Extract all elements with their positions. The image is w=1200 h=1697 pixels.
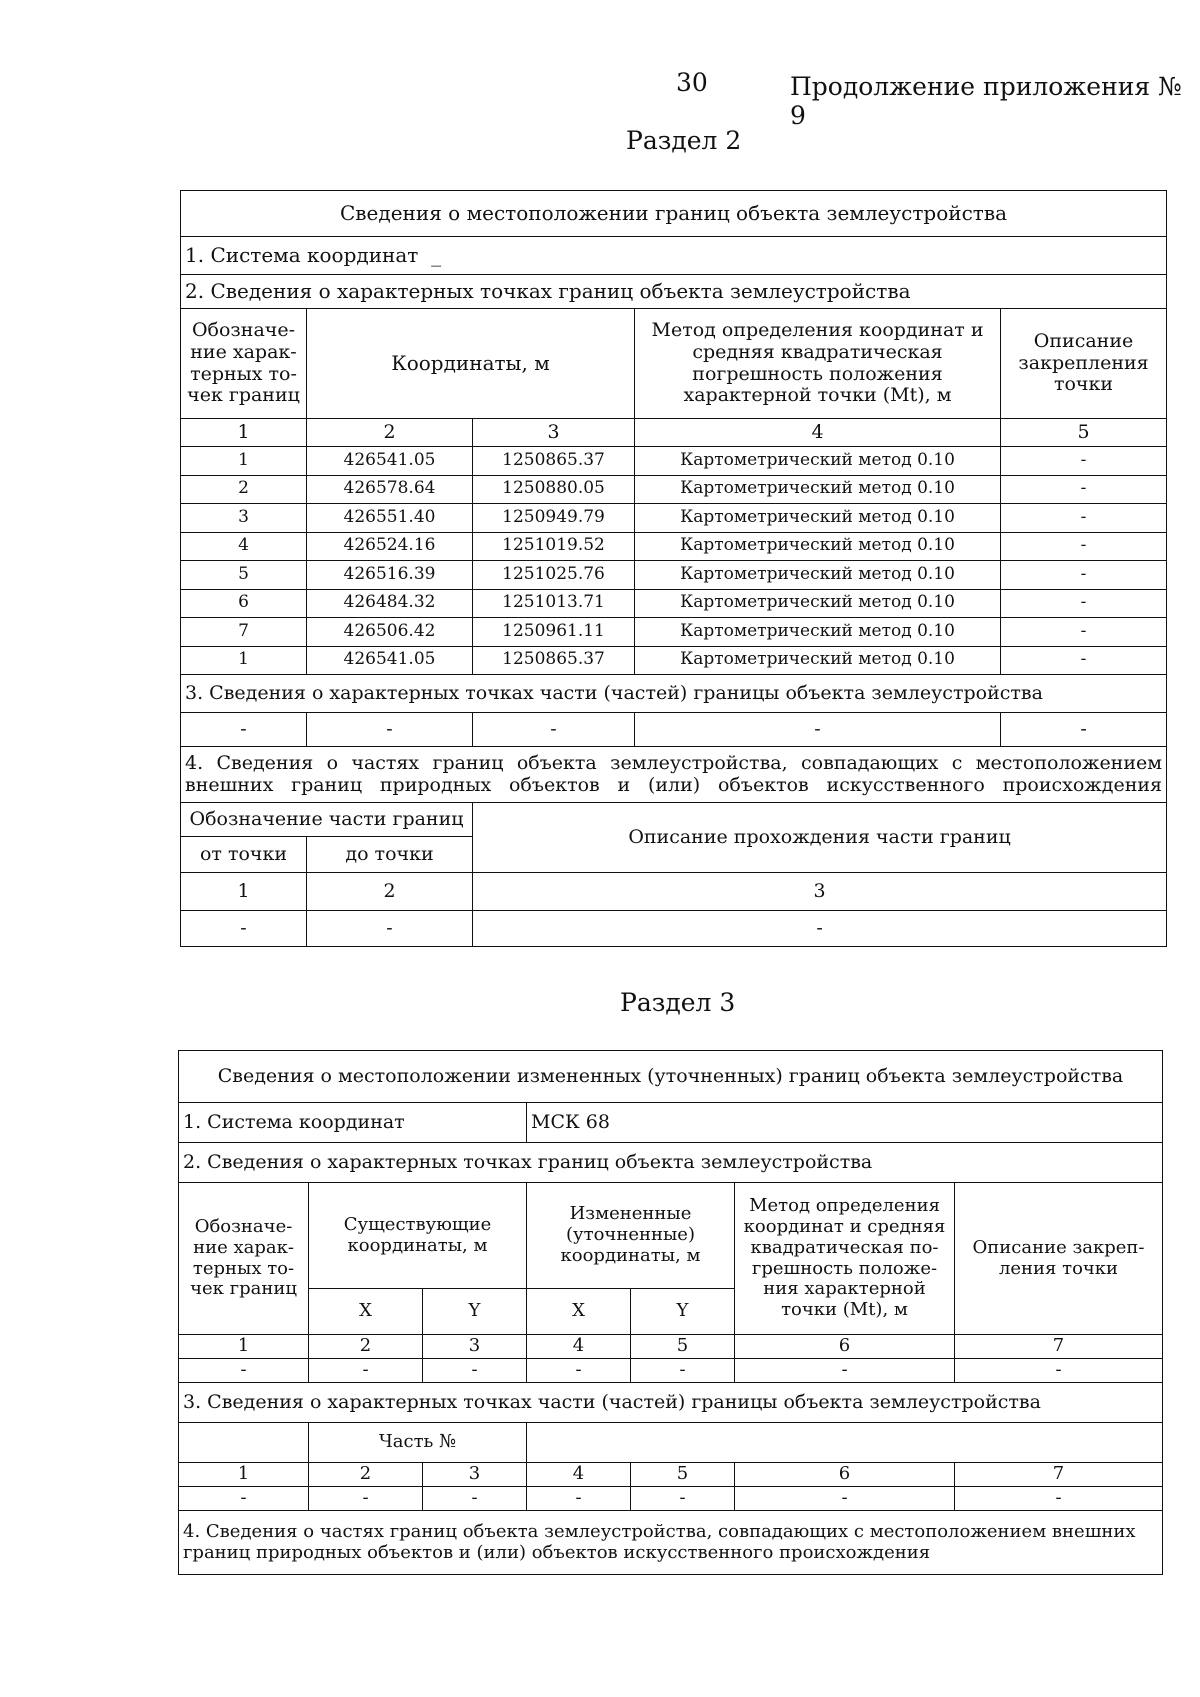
col-number: 3 [423, 1463, 527, 1487]
dash-cell: - [631, 1487, 735, 1511]
dash-cell: - [473, 911, 1167, 947]
col-header-designation: Обозначе-ние харак-терных то-чек границ [181, 309, 307, 419]
col-number: 3 [473, 873, 1167, 911]
col-header-designation: Обозначе-ние харак-терных то-чек границ [179, 1183, 309, 1335]
col-number: 2 [307, 873, 473, 911]
coord-x: 426506.42 [307, 618, 473, 647]
table-row [181, 618, 1167, 647]
table-row [181, 475, 1167, 504]
col-number: 1 [179, 1463, 309, 1487]
col-header-method: Метод определения координат и средняя квадратическая погрешность положения характерной точки (Mt), м [635, 309, 1001, 419]
table-row [181, 646, 1167, 675]
point-id: 5 [181, 561, 307, 590]
col-number: 1 [179, 1335, 309, 1359]
point-id: 2 [181, 475, 307, 504]
coord-y: 1250949.79 [473, 504, 635, 533]
parts-header-from: от точки [181, 837, 307, 873]
dash-cell: - [635, 713, 1001, 747]
table-row [181, 561, 1167, 590]
method: Картометрический метод 0.10 [635, 447, 1001, 476]
coord-x: 426524.16 [307, 532, 473, 561]
dash-cell: - [179, 1487, 309, 1511]
dash-cell: - [735, 1487, 955, 1511]
table-row [181, 589, 1167, 618]
point-description: - [1001, 504, 1167, 533]
dash-cell: - [309, 1359, 423, 1383]
col-number: 5 [1001, 419, 1167, 447]
table-row [181, 447, 1167, 476]
point-id: 1 [181, 447, 307, 476]
col-number: 6 [735, 1463, 955, 1487]
dash-cell: - [955, 1487, 1163, 1511]
dash-cell: - [735, 1359, 955, 1383]
page-number: 30 [676, 68, 708, 97]
dash-cell: - [631, 1359, 735, 1383]
col-number: 5 [631, 1335, 735, 1359]
dash-cell: - [527, 1487, 631, 1511]
dash-cell: - [1001, 713, 1167, 747]
point-description: - [1001, 532, 1167, 561]
method: Картометрический метод 0.10 [635, 504, 1001, 533]
col-header-x: X [527, 1289, 631, 1335]
col-header-method: Метод определения координат и средняя квадратическая по-грешность положе-ния характерной точки (Mt), м [735, 1183, 955, 1335]
dash-cell: - [179, 1359, 309, 1383]
dash-cell: - [423, 1487, 527, 1511]
col-header-y: Y [423, 1289, 527, 1335]
coord-y: 1250880.05 [473, 475, 635, 504]
point-id: 4 [181, 532, 307, 561]
section2-coord-system: 1. Система координат _ [181, 237, 1167, 275]
section2-parts-heading: 4. Сведения о частях границ объекта землеустройства, совпадающих с местоположением внешних границ природных объектов и (или) объектов искусственного происхождения [181, 747, 1167, 803]
empty-cell [179, 1423, 309, 1463]
coord-x: 426516.39 [307, 561, 473, 590]
col-number: 2 [307, 419, 473, 447]
section3-part-points-heading: 3. Сведения о характерных точках части (частей) границы объекта землеустройства [179, 1383, 1163, 1423]
part-no-label: Часть № [309, 1423, 527, 1463]
point-description: - [1001, 589, 1167, 618]
coord-x: 426541.05 [307, 646, 473, 675]
section3-points-heading: 2. Сведения о характерных точках границ объекта землеустройства [179, 1143, 1163, 1183]
method: Картометрический метод 0.10 [635, 475, 1001, 504]
point-id: 1 [181, 646, 307, 675]
coord-x: 426484.32 [307, 589, 473, 618]
col-number: 6 [735, 1335, 955, 1359]
continuation-note: Продолжение приложения № 9 [790, 72, 1182, 130]
col-number: 4 [635, 419, 1001, 447]
point-description: - [1001, 561, 1167, 590]
method: Картометрический метод 0.10 [635, 589, 1001, 618]
method: Картометрический метод 0.10 [635, 646, 1001, 675]
dash-cell: - [181, 713, 307, 747]
col-header-x: X [309, 1289, 423, 1335]
point-id: 3 [181, 504, 307, 533]
col-number: 7 [955, 1335, 1163, 1359]
col-number: 7 [955, 1463, 1163, 1487]
point-description: - [1001, 618, 1167, 647]
section3-table-title: Сведения о местоположении измененных (уточненных) границ объекта землеустройства [179, 1051, 1163, 1103]
col-header-coords: Координаты, м [307, 309, 635, 419]
coord-y: 1250865.37 [473, 646, 635, 675]
section2-points-heading: 2. Сведения о характерных точках границ объекта землеустройства [181, 275, 1167, 309]
coord-y: 1250865.37 [473, 447, 635, 476]
col-number: 4 [527, 1463, 631, 1487]
dash-cell: - [307, 713, 473, 747]
col-number: 1 [181, 419, 307, 447]
coord-y: 1250961.11 [473, 618, 635, 647]
coord-y: 1251013.71 [473, 589, 635, 618]
section2-table [180, 190, 1167, 947]
method: Картометрический метод 0.10 [635, 561, 1001, 590]
dash-cell: - [955, 1359, 1163, 1383]
dash-cell: - [307, 911, 473, 947]
section2-title: Раздел 2 [626, 126, 742, 155]
table-row [181, 504, 1167, 533]
col-header-existing: Существующие координаты, м [309, 1183, 527, 1289]
part-no-value [527, 1423, 1163, 1463]
dash-cell: - [473, 713, 635, 747]
col-number: 3 [473, 419, 635, 447]
section2-table-title: Сведения о местоположении границ объекта землеустройства [181, 191, 1167, 237]
coord-x: 426551.40 [307, 504, 473, 533]
section3-title: Раздел 3 [620, 988, 736, 1017]
dash-cell: - [527, 1359, 631, 1383]
col-header-description: Описание закрепления точки [1001, 309, 1167, 419]
col-number: 1 [181, 873, 307, 911]
point-description: - [1001, 475, 1167, 504]
section3-parts-heading: 4. Сведения о частях границ объекта землеустройства, совпадающих с местоположением внешних границ природных объектов и (или) объектов искусственного происхождения [179, 1511, 1163, 1575]
method: Картометрический метод 0.10 [635, 532, 1001, 561]
dash-cell: - [181, 911, 307, 947]
section3-coord-system-label: 1. Система координат [179, 1103, 527, 1143]
col-header-description: Описание закреп-ления точки [955, 1183, 1163, 1335]
coord-y: 1251019.52 [473, 532, 635, 561]
section2-part-points-heading: 3. Сведения о характерных точках части (частей) границы объекта землеустройства [181, 675, 1167, 713]
parts-header-passage: Описание прохождения части границ [473, 803, 1167, 873]
section3-table [178, 1050, 1163, 1575]
coord-x: 426578.64 [307, 475, 473, 504]
col-number: 3 [423, 1335, 527, 1359]
section3-coord-system-value: МСК 68 [527, 1103, 1163, 1143]
col-header-y: Y [631, 1289, 735, 1335]
dash-cell: - [423, 1359, 527, 1383]
coord-y: 1251025.76 [473, 561, 635, 590]
dash-cell: - [309, 1487, 423, 1511]
method: Картометрический метод 0.10 [635, 618, 1001, 647]
col-number: 2 [309, 1335, 423, 1359]
point-id: 6 [181, 589, 307, 618]
col-number: 4 [527, 1335, 631, 1359]
col-number: 5 [631, 1463, 735, 1487]
table-row [181, 532, 1167, 561]
point-description: - [1001, 447, 1167, 476]
point-description: - [1001, 646, 1167, 675]
parts-header-designation: Обозначение части границ [181, 803, 473, 837]
parts-header-to: до точки [307, 837, 473, 873]
col-number: 2 [309, 1463, 423, 1487]
col-header-changed: Измененные (уточненные) координаты, м [527, 1183, 735, 1289]
coord-x: 426541.05 [307, 447, 473, 476]
point-id: 7 [181, 618, 307, 647]
